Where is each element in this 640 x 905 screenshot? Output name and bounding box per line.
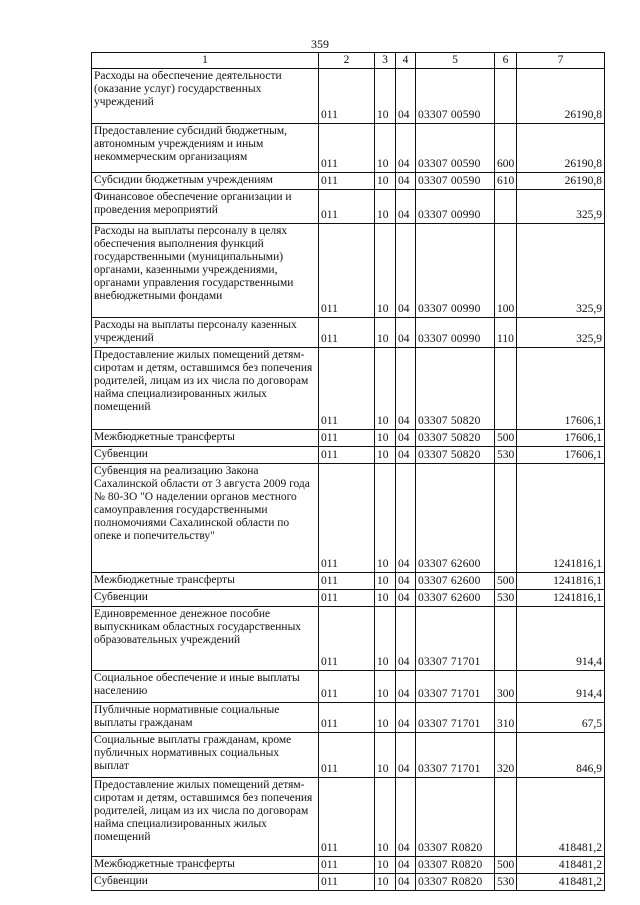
row-section: 10: [375, 671, 396, 703]
row-gr-code: 011: [319, 348, 375, 430]
row-name: Расходы на обеспечение деятельности (оказание услуг) государственных учреждений: [92, 69, 319, 124]
row-amount: 1241816,1: [517, 573, 605, 590]
row-subsection: 04: [396, 464, 416, 573]
row-target-article: 03307 00590: [416, 173, 495, 190]
row-name: Социальное обеспечение и иные выплаты населению: [92, 671, 319, 703]
row-target-article: 03307 50820: [416, 447, 495, 464]
row-gr-code: 011: [319, 124, 375, 173]
row-subsection: 04: [396, 590, 416, 607]
row-amount: 17606,1: [517, 348, 605, 430]
row-gr-code: 011: [319, 573, 375, 590]
row-gr-code: 011: [319, 447, 375, 464]
row-section: 10: [375, 190, 396, 224]
row-subsection: 04: [396, 874, 416, 891]
row-target-article: 03307 00590: [416, 124, 495, 173]
row-gr-code: 011: [319, 190, 375, 224]
row-section: 10: [375, 224, 396, 318]
row-expense-type: [495, 464, 517, 573]
table-header-row: [92, 53, 605, 69]
row-section: 10: [375, 464, 396, 573]
table-row: [92, 607, 605, 671]
row-target-article: 03307 00990: [416, 190, 495, 224]
row-expense-type: 530: [495, 447, 517, 464]
row-amount: 914,4: [517, 671, 605, 703]
row-subsection: 04: [396, 778, 416, 857]
row-section: 10: [375, 733, 396, 778]
row-expense-type: 610: [495, 173, 517, 190]
row-gr-code: 011: [319, 857, 375, 874]
row-target-article: 03307 00590: [416, 69, 495, 124]
budget-table: [91, 52, 605, 891]
table-row: [92, 190, 605, 224]
row-amount: 17606,1: [517, 430, 605, 447]
row-target-article: 03307 00990: [416, 224, 495, 318]
row-gr-code: 011: [319, 778, 375, 857]
table-row: [92, 573, 605, 590]
row-expense-type: 110: [495, 318, 517, 348]
table-row: [92, 874, 605, 891]
row-name: Субвенции: [92, 447, 319, 464]
row-amount: 325,9: [517, 318, 605, 348]
row-section: 10: [375, 447, 396, 464]
row-section: 10: [375, 430, 396, 447]
row-expense-type: 500: [495, 573, 517, 590]
row-target-article: 03307 62600: [416, 590, 495, 607]
row-section: 10: [375, 348, 396, 430]
header-cell: 3: [375, 53, 396, 69]
row-section: 10: [375, 173, 396, 190]
row-gr-code: 011: [319, 464, 375, 573]
row-expense-type: 100: [495, 224, 517, 318]
row-section: 10: [375, 607, 396, 671]
table-row: [92, 124, 605, 173]
row-expense-type: [495, 778, 517, 857]
row-subsection: 04: [396, 607, 416, 671]
row-gr-code: 011: [319, 224, 375, 318]
row-amount: 325,9: [517, 224, 605, 318]
row-target-article: 03307 71701: [416, 703, 495, 733]
row-gr-code: 011: [319, 318, 375, 348]
table-row: [92, 590, 605, 607]
row-subsection: 04: [396, 224, 416, 318]
row-target-article: 03307 62600: [416, 464, 495, 573]
row-amount: 418481,2: [517, 874, 605, 891]
table-row: [92, 733, 605, 778]
row-target-article: 03307 62600: [416, 573, 495, 590]
row-name: Субсидии бюджетным учреждениям: [92, 173, 319, 190]
row-amount: 914,4: [517, 607, 605, 671]
header-cell: 5: [416, 53, 495, 69]
table-body: [92, 53, 605, 891]
header-cell: 4: [396, 53, 416, 69]
row-section: 10: [375, 778, 396, 857]
row-subsection: 04: [396, 318, 416, 348]
row-gr-code: 011: [319, 590, 375, 607]
table-row: [92, 348, 605, 430]
row-amount: 418481,2: [517, 857, 605, 874]
row-subsection: 04: [396, 190, 416, 224]
row-target-article: 03307 R0820: [416, 778, 495, 857]
table-row: [92, 464, 605, 573]
row-expense-type: 600: [495, 124, 517, 173]
table-row: [92, 430, 605, 447]
row-name: Публичные нормативные социальные выплаты гражданам: [92, 703, 319, 733]
row-expense-type: [495, 69, 517, 124]
row-target-article: 03307 71701: [416, 671, 495, 703]
row-name: Расходы на выплаты персоналу в целях обеспечения выполнения функций государственными (муниципальными) органами, казенными учреждениями, органами управления государственными внебюджетными фондами: [92, 224, 319, 318]
row-gr-code: 011: [319, 607, 375, 671]
row-section: 10: [375, 124, 396, 173]
row-name: Предоставление жилых помещений детям-сиротам и детям, оставшимся без попечения родителей, лицам из их числа по договорам найма специализированных жилых помещений: [92, 348, 319, 430]
row-name: Межбюджетные трансферты: [92, 430, 319, 447]
row-amount: 26190,8: [517, 173, 605, 190]
row-name: Субвенция на реализацию Закона Сахалинской области от 3 августа 2009 года № 80-ЗО "О наделении органов местного самоуправления государственными полномочиями Сахалинской области по опеке и попечительству": [92, 464, 319, 573]
row-gr-code: 011: [319, 874, 375, 891]
row-gr-code: 011: [319, 69, 375, 124]
row-target-article: 03307 50820: [416, 430, 495, 447]
row-expense-type: 500: [495, 430, 517, 447]
row-expense-type: 300: [495, 671, 517, 703]
row-name: Предоставление жилых помещений детям-сиротам и детям, оставшимся без попечения родителей, лицам из их числа по договорам найма специализированных жилых помещений: [92, 778, 319, 857]
row-section: 10: [375, 874, 396, 891]
header-cell: 6: [495, 53, 517, 69]
row-target-article: 03307 R0820: [416, 857, 495, 874]
row-name: Расходы на выплаты персоналу казенных учреждений: [92, 318, 319, 348]
row-target-article: 03307 00990: [416, 318, 495, 348]
row-subsection: 04: [396, 173, 416, 190]
row-expense-type: 310: [495, 703, 517, 733]
row-name: Предоставление субсидий бюджетным, автономным учреждениям и иным некоммерческим организациям: [92, 124, 319, 173]
table-row: [92, 173, 605, 190]
row-subsection: 04: [396, 69, 416, 124]
row-section: 10: [375, 318, 396, 348]
table-row: [92, 69, 605, 124]
row-name: Единовременное денежное пособие выпускникам областных государственных образовательных учреждений: [92, 607, 319, 671]
row-amount: 67,5: [517, 703, 605, 733]
row-expense-type: [495, 190, 517, 224]
row-section: 10: [375, 69, 396, 124]
row-subsection: 04: [396, 430, 416, 447]
row-subsection: 04: [396, 447, 416, 464]
row-expense-type: 530: [495, 874, 517, 891]
row-target-article: 03307 50820: [416, 348, 495, 430]
row-subsection: 04: [396, 348, 416, 430]
row-amount: 418481,2: [517, 778, 605, 857]
row-subsection: 04: [396, 573, 416, 590]
row-expense-type: [495, 348, 517, 430]
row-section: 10: [375, 590, 396, 607]
table-row: [92, 224, 605, 318]
row-target-article: 03307 71701: [416, 607, 495, 671]
row-gr-code: 011: [319, 733, 375, 778]
table-row: [92, 447, 605, 464]
row-target-article: 03307 R0820: [416, 874, 495, 891]
table-row: [92, 671, 605, 703]
row-amount: 1241816,1: [517, 590, 605, 607]
row-expense-type: [495, 607, 517, 671]
row-name: Социальные выплаты гражданам, кроме публичных нормативных социальных выплат: [92, 733, 319, 778]
table-row: [92, 857, 605, 874]
row-gr-code: 011: [319, 430, 375, 447]
row-amount: 17606,1: [517, 447, 605, 464]
row-target-article: 03307 71701: [416, 733, 495, 778]
row-name: Субвенции: [92, 590, 319, 607]
header-cell: 7: [517, 53, 605, 69]
header-cell: 2: [319, 53, 375, 69]
row-gr-code: 011: [319, 703, 375, 733]
row-amount: 26190,8: [517, 69, 605, 124]
row-subsection: 04: [396, 671, 416, 703]
row-amount: 1241816,1: [517, 464, 605, 573]
row-section: 10: [375, 703, 396, 733]
row-subsection: 04: [396, 703, 416, 733]
table-row: [92, 318, 605, 348]
row-amount: 26190,8: [517, 124, 605, 173]
row-gr-code: 011: [319, 173, 375, 190]
row-expense-type: 500: [495, 857, 517, 874]
header-cell: 1: [92, 53, 319, 69]
row-subsection: 04: [396, 124, 416, 173]
row-amount: 325,9: [517, 190, 605, 224]
row-amount: 846,9: [517, 733, 605, 778]
row-subsection: 04: [396, 733, 416, 778]
row-expense-type: 320: [495, 733, 517, 778]
table-row: [92, 778, 605, 857]
row-gr-code: 011: [319, 671, 375, 703]
table-row: [92, 703, 605, 733]
row-subsection: 04: [396, 857, 416, 874]
row-section: 10: [375, 573, 396, 590]
row-name: Межбюджетные трансферты: [92, 573, 319, 590]
page-number: 359: [311, 37, 329, 51]
row-name: Межбюджетные трансферты: [92, 857, 319, 874]
row-expense-type: 530: [495, 590, 517, 607]
row-section: 10: [375, 857, 396, 874]
row-name: Финансовое обеспечение организации и проведения мероприятий: [92, 190, 319, 224]
row-name: Субвенции: [92, 874, 319, 891]
